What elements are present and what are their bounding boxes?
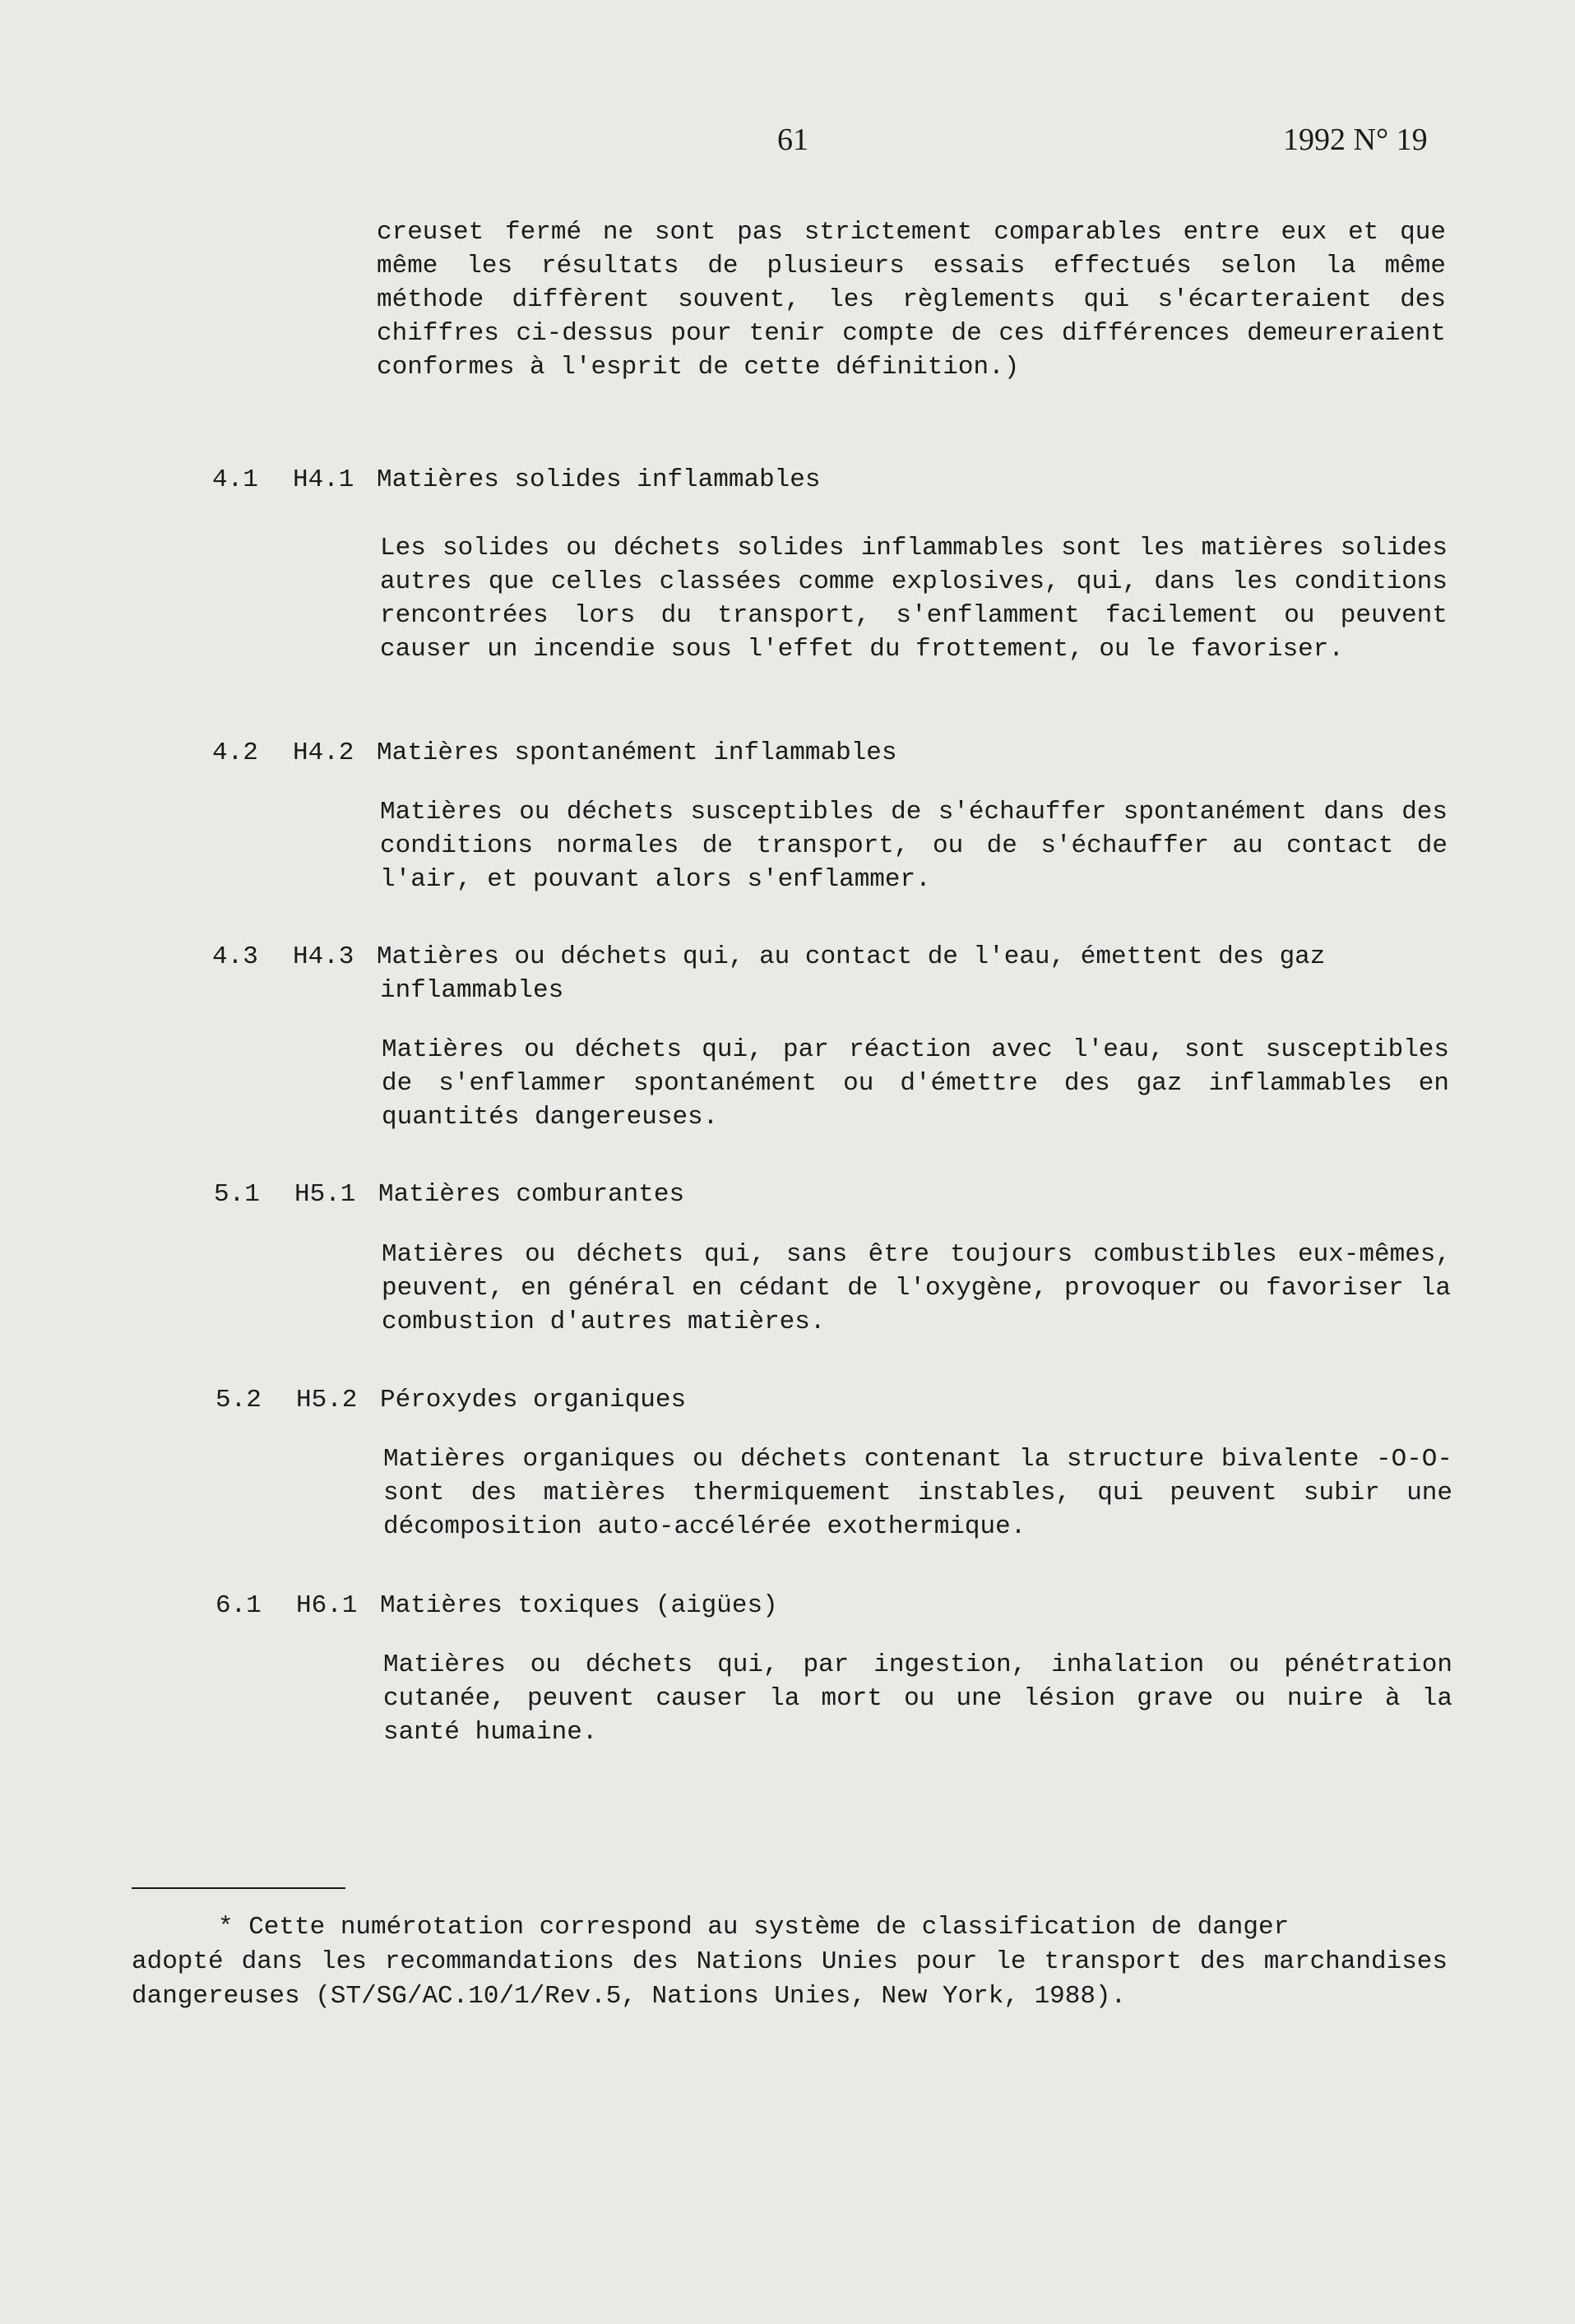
section-body-4-3: Matières ou déchets qui, par réaction avec l'eau, sont susceptibles de s'enflammer spontanément ou d'émettre des gaz inflammables en quantités dangereuses. xyxy=(382,1035,1449,1132)
section-number: 4.1 xyxy=(212,465,258,494)
section-number: 4.2 xyxy=(212,738,258,767)
section-number: 5.1 xyxy=(214,1180,260,1209)
section-number: 6.1 xyxy=(215,1591,262,1620)
section-title: Matières ou déchets qui, au contact de l'eau, émettent des gaz xyxy=(377,942,1326,971)
section-code: H4.3 xyxy=(293,942,354,971)
footnote-separator xyxy=(132,1887,345,1889)
intro-paragraph: creuset fermé ne sont pas strictement comparables entre eux et que même les résultats de plusieurs essais effectués selon la même méthode diffèrent souvent, les règlements qui s'écarteraient des chiffres ci-dessus pour tenir compte de ces différences demeureraient conformes à l'esprit de cette définition.) xyxy=(377,218,1446,382)
section-title: Matières toxiques (aigües) xyxy=(380,1591,778,1620)
footnote-first-line: * Cette numérotation correspond au système de classification de danger xyxy=(218,1913,1290,1942)
section-title: Péroxydes organiques xyxy=(380,1386,687,1414)
section-title: Matières solides inflammables xyxy=(377,465,821,494)
footnote xyxy=(132,1910,1448,2014)
section-body-5-1: Matières ou déchets qui, sans être toujours combustibles eux-mêmes, peuvent, en général en cédant de l'oxygène, provoquer ou favoriser la combustion d'autres matières. xyxy=(382,1240,1451,1336)
section-code: H5.1 xyxy=(294,1180,356,1209)
section-body-6-1: Matières ou déchets qui, par ingestion, inhalation ou pénétration cutanée, peuvent causer la mort ou une lésion grave ou nuire à la santé humaine. xyxy=(383,1650,1452,1747)
section-code: H5.2 xyxy=(296,1386,358,1414)
section-title-continued: inflammables xyxy=(380,976,564,1005)
section-code: H6.1 xyxy=(296,1591,358,1620)
section-code: H4.1 xyxy=(293,465,354,494)
section-code: H4.2 xyxy=(293,738,354,767)
section-body-4-2: Matières ou déchets susceptibles de s'échauffer spontanément dans des conditions normales de transport, ou de s'échauffer au contact de l'air, et pouvant alors s'enflammer. xyxy=(380,798,1448,894)
page-number: 61 xyxy=(777,123,808,157)
section-number: 4.3 xyxy=(212,942,258,971)
footnote-continuation: adopté dans les recommandations des Nations Unies pour le transport des marchandises dangereuses (ST/SG/AC.10/1/Rev.5, Nations Unies, New York, 1988). xyxy=(132,1947,1448,2011)
section-title: Matières comburantes xyxy=(378,1180,685,1209)
section-number: 5.2 xyxy=(215,1386,262,1414)
section-title: Matières spontanément inflammables xyxy=(377,738,897,767)
gazette-reference: 1992 N° 19 xyxy=(1283,123,1428,157)
section-body-4-1: Les solides ou déchets solides inflammables sont les matières solides autres que celles classées comme explosives, qui, dans les conditions rencontrées lors du transport, s'enflamment facilement ou peuvent causer un incendie sous l'effet du frottement, ou le favoriser. xyxy=(380,534,1448,664)
section-body-5-2: Matières organiques ou déchets contenant la structure bivalente -O-O- sont des matières thermiquement instables, qui peuvent subir une décomposition auto-accélérée exothermique. xyxy=(383,1445,1452,1541)
